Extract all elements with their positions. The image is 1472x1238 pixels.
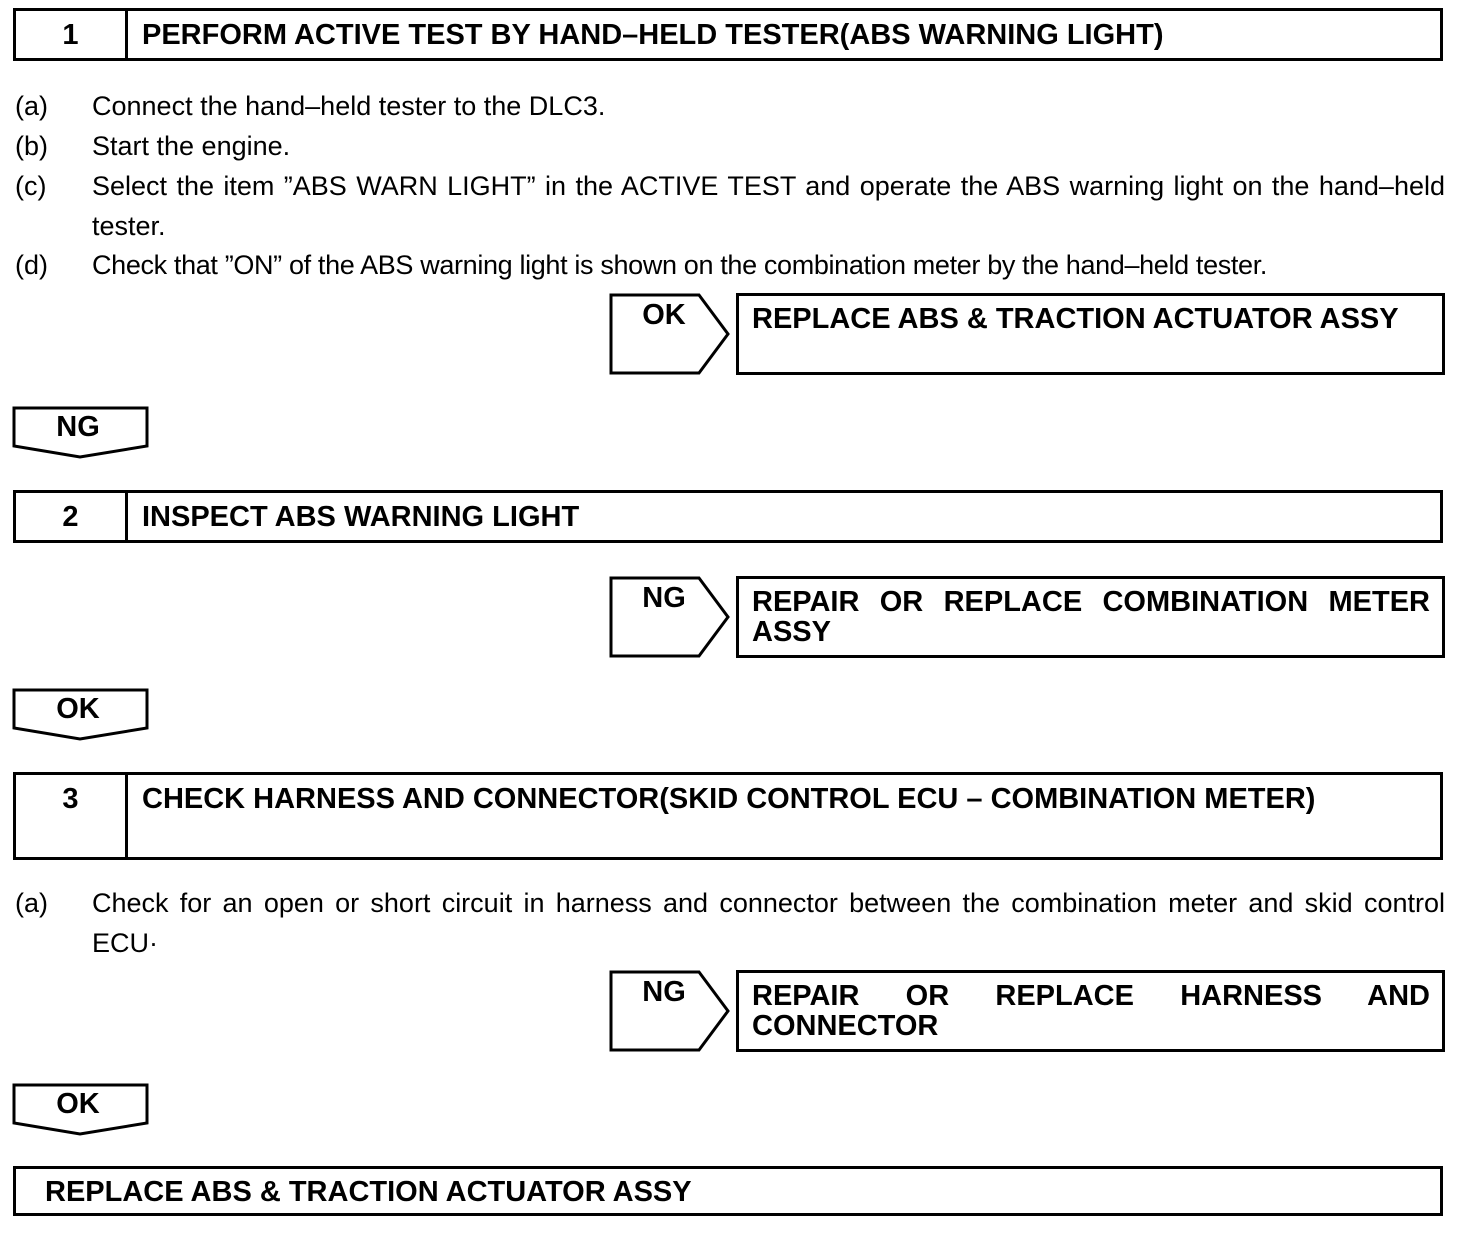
step-1-ok-action: REPLACE ABS & TRACTION ACTUATOR ASSY bbox=[736, 293, 1445, 375]
step-3-number: 3 bbox=[16, 775, 128, 857]
step-1-instruction-d: (d) Check that ”ON” of the ABS warning light is shown on the combination meter by the hand–held tester. bbox=[15, 250, 1268, 280]
step-1-number: 1 bbox=[16, 11, 128, 58]
step-1-ok-arrow: OK bbox=[609, 293, 731, 375]
step-3-ng-action: REPAIR OR REPLACE HARNESS AND CONNECTOR bbox=[736, 970, 1445, 1052]
step-1-instruction-b: (b) Start the engine. bbox=[15, 131, 291, 161]
step-1-instruction-c: (c) Select the item ”ABS WARN LIGHT” in the ACTIVE TEST and operate the ABS warning light on the hand–held tester. bbox=[15, 171, 1445, 241]
step-3-title: CHECK HARNESS AND CONNECTOR(SKID CONTROL ECU – COMBINATION METER) bbox=[142, 783, 1316, 815]
step-2-ng-arrow: NG bbox=[609, 576, 731, 658]
step-2-number: 2 bbox=[16, 493, 128, 540]
step-1-ng-arrow: NG bbox=[12, 406, 150, 460]
step-3-header bbox=[13, 772, 1443, 860]
step-2-ok-arrow: OK bbox=[12, 688, 150, 742]
step-2-ng-action: REPAIR OR REPLACE COMBINATION METER ASSY bbox=[736, 576, 1445, 658]
final-action: REPLACE ABS & TRACTION ACTUATOR ASSY bbox=[13, 1166, 1443, 1216]
step-3-ng-arrow: NG bbox=[609, 970, 731, 1052]
step-2-header bbox=[13, 490, 1443, 543]
step-3-ok-arrow: OK bbox=[12, 1083, 150, 1137]
step-3-instruction-a: (a) Check for an open or short circuit in harness and connector between the combination meter and skid control ECU· bbox=[15, 888, 1445, 958]
step-1-header bbox=[13, 8, 1443, 61]
step-1-instruction-a: (a) Connect the hand–held tester to the DLC3. bbox=[15, 91, 606, 121]
step-2-title: INSPECT ABS WARNING LIGHT bbox=[142, 501, 580, 533]
step-1-title: PERFORM ACTIVE TEST BY HAND–HELD TESTER(ABS WARNING LIGHT) bbox=[142, 19, 1164, 51]
